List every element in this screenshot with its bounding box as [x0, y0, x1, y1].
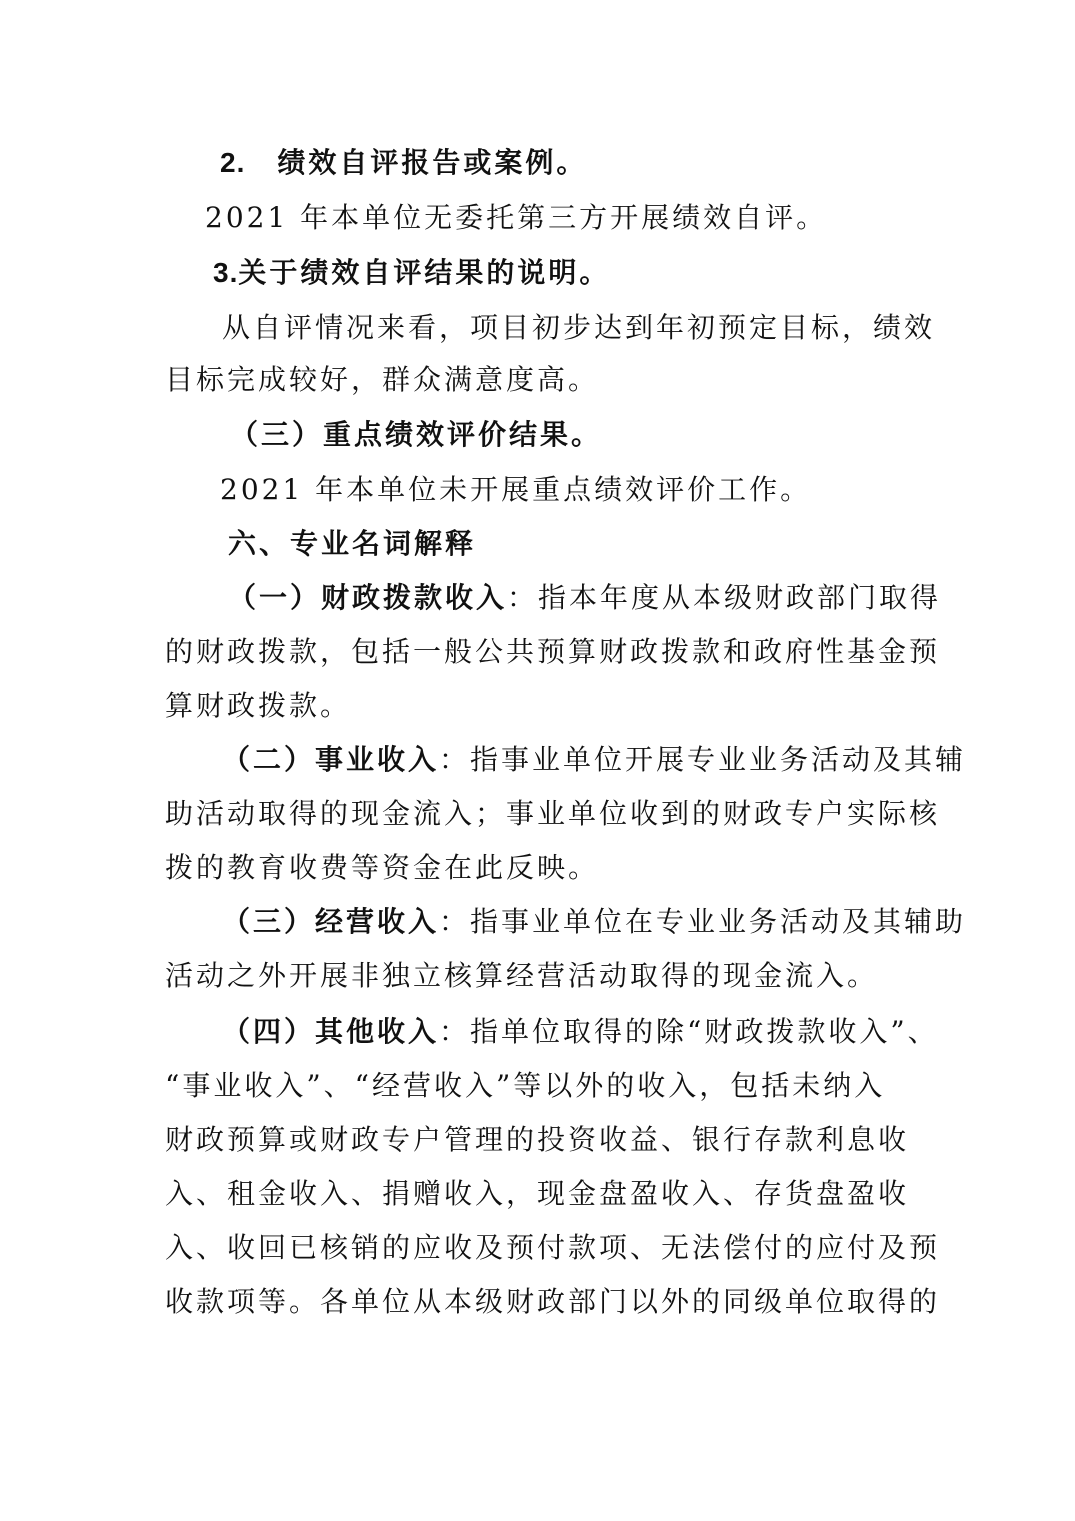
- glossary-definition-line: 入、租金收入、捐赠收入，现金盘盈收入、存货盘盈收: [165, 1177, 910, 1210]
- section-2-number: 2.: [220, 147, 246, 178]
- glossary-definition-line: 算财政拨款。: [165, 689, 352, 722]
- section-2-heading: [220, 141, 587, 185]
- glossary-item-business-income: [222, 738, 966, 782]
- glossary-heading: 六、专业名词解释: [228, 527, 477, 560]
- glossary-term: （一）财政拨款收入: [228, 581, 508, 614]
- glossary-definition-line: ：指单位取得的除“财政拨款收入”、: [439, 1015, 939, 1048]
- glossary-definition-line: ：指事业单位开展专业业务活动及其辅: [439, 743, 967, 776]
- glossary-term: （二）事业收入: [222, 743, 440, 776]
- section-2-title: 绩效自评报告或案例。: [277, 146, 588, 179]
- glossary-item-financial-allocation: [228, 576, 941, 620]
- glossary-term: （四）其他收入: [222, 1015, 440, 1048]
- glossary-definition-line: 财政预算或财政专户管理的投资收益、银行存款利息收: [165, 1123, 910, 1156]
- glossary-definition-line: ：指事业单位在专业业务活动及其辅助: [439, 905, 967, 938]
- glossary-definition-line: “事业收入”、“经营收入”等以外的收入，包括未纳入: [165, 1069, 886, 1102]
- section-3-heading: [213, 251, 610, 295]
- glossary-definition-line: 的财政拨款，包括一般公共预算财政拨款和政府性基金预: [165, 635, 941, 668]
- glossary-definition-line: ：指本年度从本级财政部门取得: [507, 581, 942, 614]
- glossary-item-other-income: [222, 1010, 939, 1054]
- glossary-definition-line: 入、收回已核销的应收及预付款项、无法偿付的应付及预: [165, 1231, 941, 1264]
- glossary-definition-line: 活动之外开展非独立核算经营活动取得的现金流入。: [165, 959, 879, 992]
- key-evaluation-heading: （三）重点绩效评价结果。: [230, 418, 603, 451]
- glossary-definition-line: 助活动取得的现金流入；事业单位收到的财政专户实际核: [165, 797, 941, 830]
- glossary-term: （三）经营收入: [222, 905, 440, 938]
- section-3-title: 关于绩效自评结果的说明。: [238, 256, 611, 289]
- glossary-item-operating-income: [222, 900, 966, 944]
- glossary-definition-line: 拨的教育收费等资金在此反映。: [165, 851, 600, 884]
- section-3-body-line: 目标完成较好，群众满意度高。: [165, 363, 600, 396]
- glossary-definition-line: 收款项等。各单位从本级财政部门以外的同级单位取得的: [165, 1285, 941, 1318]
- section-3-body-line: 从自评情况来看，项目初步达到年初预定目标，绩效: [222, 311, 936, 344]
- section-2-body: 2021 年本单位无委托第三方开展绩效自评。: [205, 201, 828, 234]
- section-3-number: 3.: [213, 257, 239, 288]
- key-evaluation-body: 2021 年本单位未开展重点绩效评价工作。: [220, 473, 812, 506]
